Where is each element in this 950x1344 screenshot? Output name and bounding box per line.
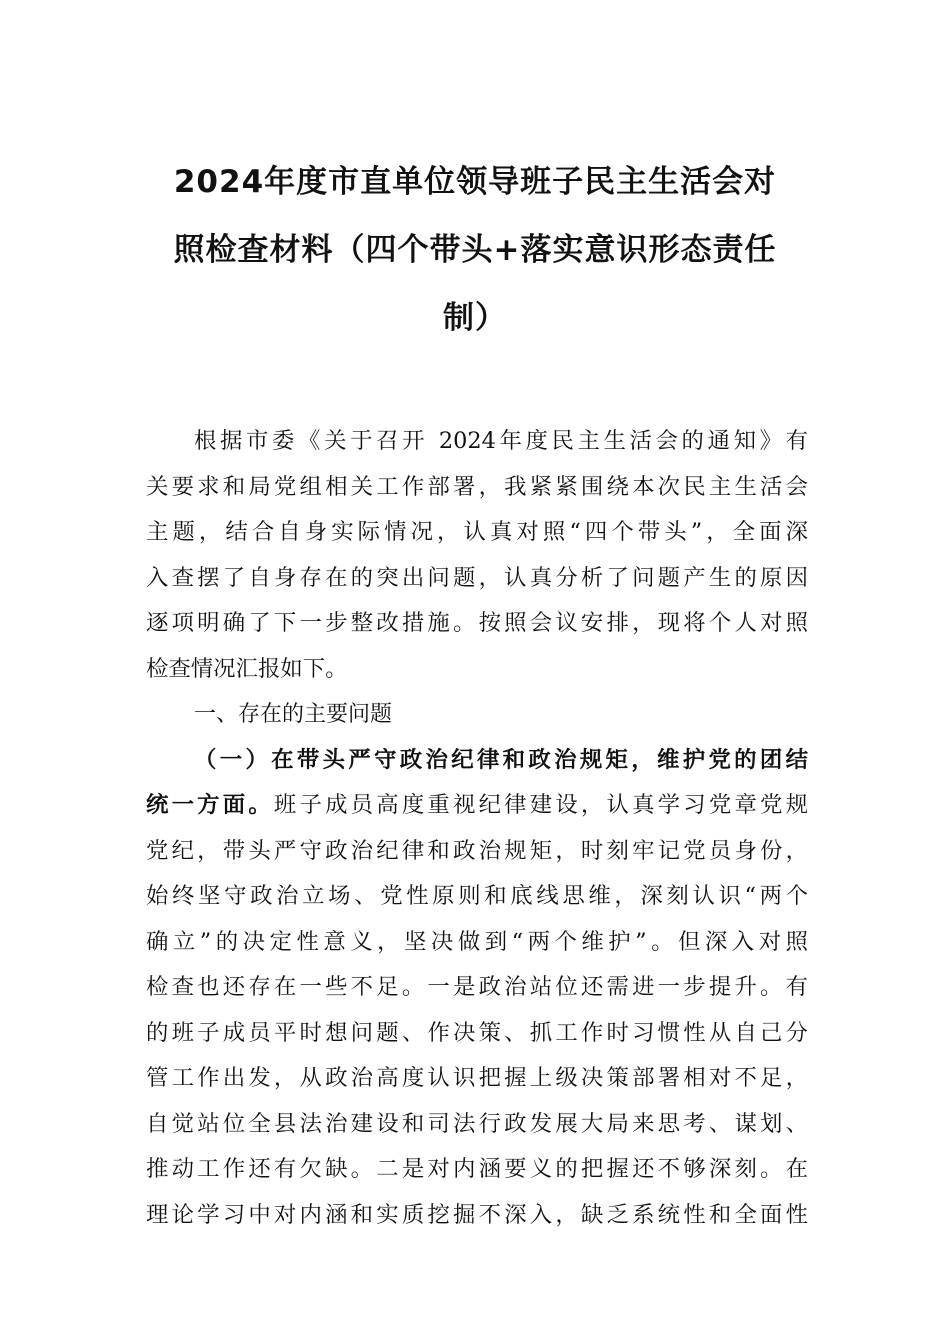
section-heading: 一、存在的主要问题 [194,702,393,727]
subsection-line-3: 党纪，带头严守政治纪律和政治规矩，时刻牢记党员身份， [146,837,808,864]
subsection-line-8: 管工作出发，从政治高度认识把握上级决策部署相对不足， [146,1065,808,1091]
subsection-line-4: 始终坚守政治立场、党性原则和底线思维，深刻认识“两个 [146,883,808,909]
subsection-lead-end: 统一方面。 [146,792,274,818]
subsection-line-5: 确立”的决定性意义，坚决做到“两个维护”。但深入对照 [146,928,808,955]
intro-paragraph [146,419,808,692]
title-line-1: 2024年度市直单位领导班子民主生活会对 [173,164,777,200]
document-body [146,419,808,1238]
subsection-lead: （一）在带头严守政治纪律和政治规矩，维护党的团结 [194,746,808,773]
intro-line-4: 入查摆了自身存在的突出问题，认真分析了问题产生的原因 [146,564,808,591]
document-title [140,148,810,352]
intro-line-2: 关要求和局党组相关工作部署，我紧紧围绕本次民主生活会 [146,473,808,500]
intro-line-6: 检查情况汇报如下。 [146,655,348,682]
intro-line-3: 主题，结合自身实际情况，认真对照“四个带头”，全面深 [146,519,808,545]
subsection-line-9: 自觉站位全县法治建设和司法行政发展大局来思考、谋划、 [146,1110,808,1137]
subsection-line-2-text: 班子成员高度重视纪律建设，认真学习党章党规 [273,792,808,818]
subsection-paragraph [146,738,808,1239]
title-line-3: 制） [443,300,507,336]
subsection-line-2 [146,783,808,829]
intro-line-5: 逐项明确了下一步整改措施。按照会议安排，现将个人对照 [146,610,808,636]
subsection-line-6: 检查也还存在一些不足。一是政治站位还需进一步提升。有 [146,974,808,1000]
subsection-line-11: 理论学习中对内涵和实质挖掘不深入，缺乏系统性和全面性 [146,1201,808,1228]
subsection-line-10: 推动工作还有欠缺。二是对内涵要义的把握还不够深刻。在 [146,1156,808,1182]
subsection-line-7: 的班子成员平时想问题、作决策、抓工作时习惯性从自己分 [146,1019,808,1046]
title-line-2: 照检查材料（四个带头+落实意识形态责任 [173,232,777,268]
intro-line-1: 根据市委《关于召开 2024年度民主生活会的通知》有 [194,428,808,454]
